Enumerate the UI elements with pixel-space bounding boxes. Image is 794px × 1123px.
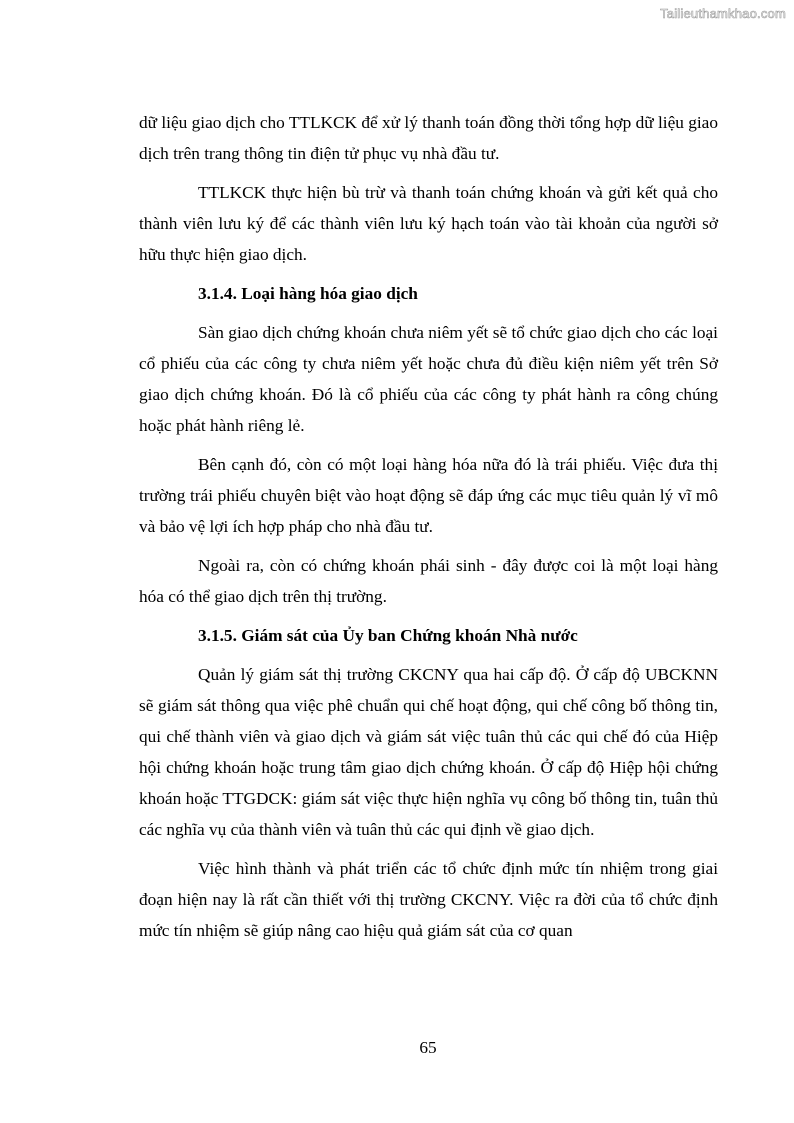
section-heading-3-1-4: 3.1.4. Loại hàng hóa giao dịch	[198, 284, 418, 303]
paragraph-credit-rating: Việc hình thành và phát triển các tổ chức định mức tín nhiệm trong giai đoạn hiện nay là rất cần thiết với thị trường CKCNY. Việc ra đời của tổ chức định mức tín nhiệm sẽ giúp nâng cao hiệu quả giám sát của cơ quan	[139, 859, 718, 940]
watermark: Tailieuthamkhao.com	[660, 6, 786, 21]
paragraph-derivatives: Ngoài ra, còn có chứng khoán phái sinh - đây được coi là một loại hàng hóa có thể giao dịch trên thị trường.	[139, 556, 718, 606]
page-number: 65	[419, 1038, 437, 1057]
document-body	[139, 107, 718, 954]
paragraph-supervision-levels: Quản lý giám sát thị trường CKCNY qua hai cấp độ. Ở cấp độ UBCKNN sẽ giám sát thông qua việc phê chuẩn qui chế hoạt động, qui chế công bố thông tin, qui chế thành viên và giao dịch và giám sát việc tuân thủ các qui chế đó của Hiệp hội chứng khoán hoặc trung tâm giao dịch chứng khoán. Ở cấp độ Hiệp hội chứng khoán hoặc TTGDCK: giám sát việc thực hiện nghĩa vụ công bố thông tin, tuân thủ các nghĩa vụ của thành viên và tuân thủ các qui định về giao dịch.	[139, 665, 718, 839]
paragraph-ttlkck: TTLKCK thực hiện bù trừ và thanh toán chứng khoán và gửi kết quả cho thành viên lưu ký để các thành viên lưu ký hạch toán vào tài khoản của người sở hữu thực hiện giao dịch.	[139, 183, 718, 264]
section-heading-3-1-5: 3.1.5. Giám sát của Ủy ban Chứng khoán Nhà nước	[198, 626, 578, 645]
paragraph-continuation: dữ liệu giao dịch cho TTLKCK để xử lý thanh toán đồng thời tổng hợp dữ liệu giao dịch trên trang thông tin điện tử phục vụ nhà đầu tư.	[139, 113, 718, 163]
paragraph-otc-exchange: Sàn giao dịch chứng khoán chưa niêm yết sẽ tổ chức giao dịch cho các loại cổ phiếu của các công ty chưa niêm yết hoặc chưa đủ điều kiện niêm yết trên Sở giao dịch chứng khoán. Đó là cổ phiếu của các công ty phát hành ra công chúng hoặc phát hành riêng lẻ.	[139, 323, 718, 435]
paragraph-bonds: Bên cạnh đó, còn có một loại hàng hóa nữa đó là trái phiếu. Việc đưa thị trường trái phiếu chuyên biệt vào hoạt động sẽ đáp ứng các mục tiêu quản lý vĩ mô và bảo vệ lợi ích hợp pháp cho nhà đầu tư.	[139, 455, 718, 536]
